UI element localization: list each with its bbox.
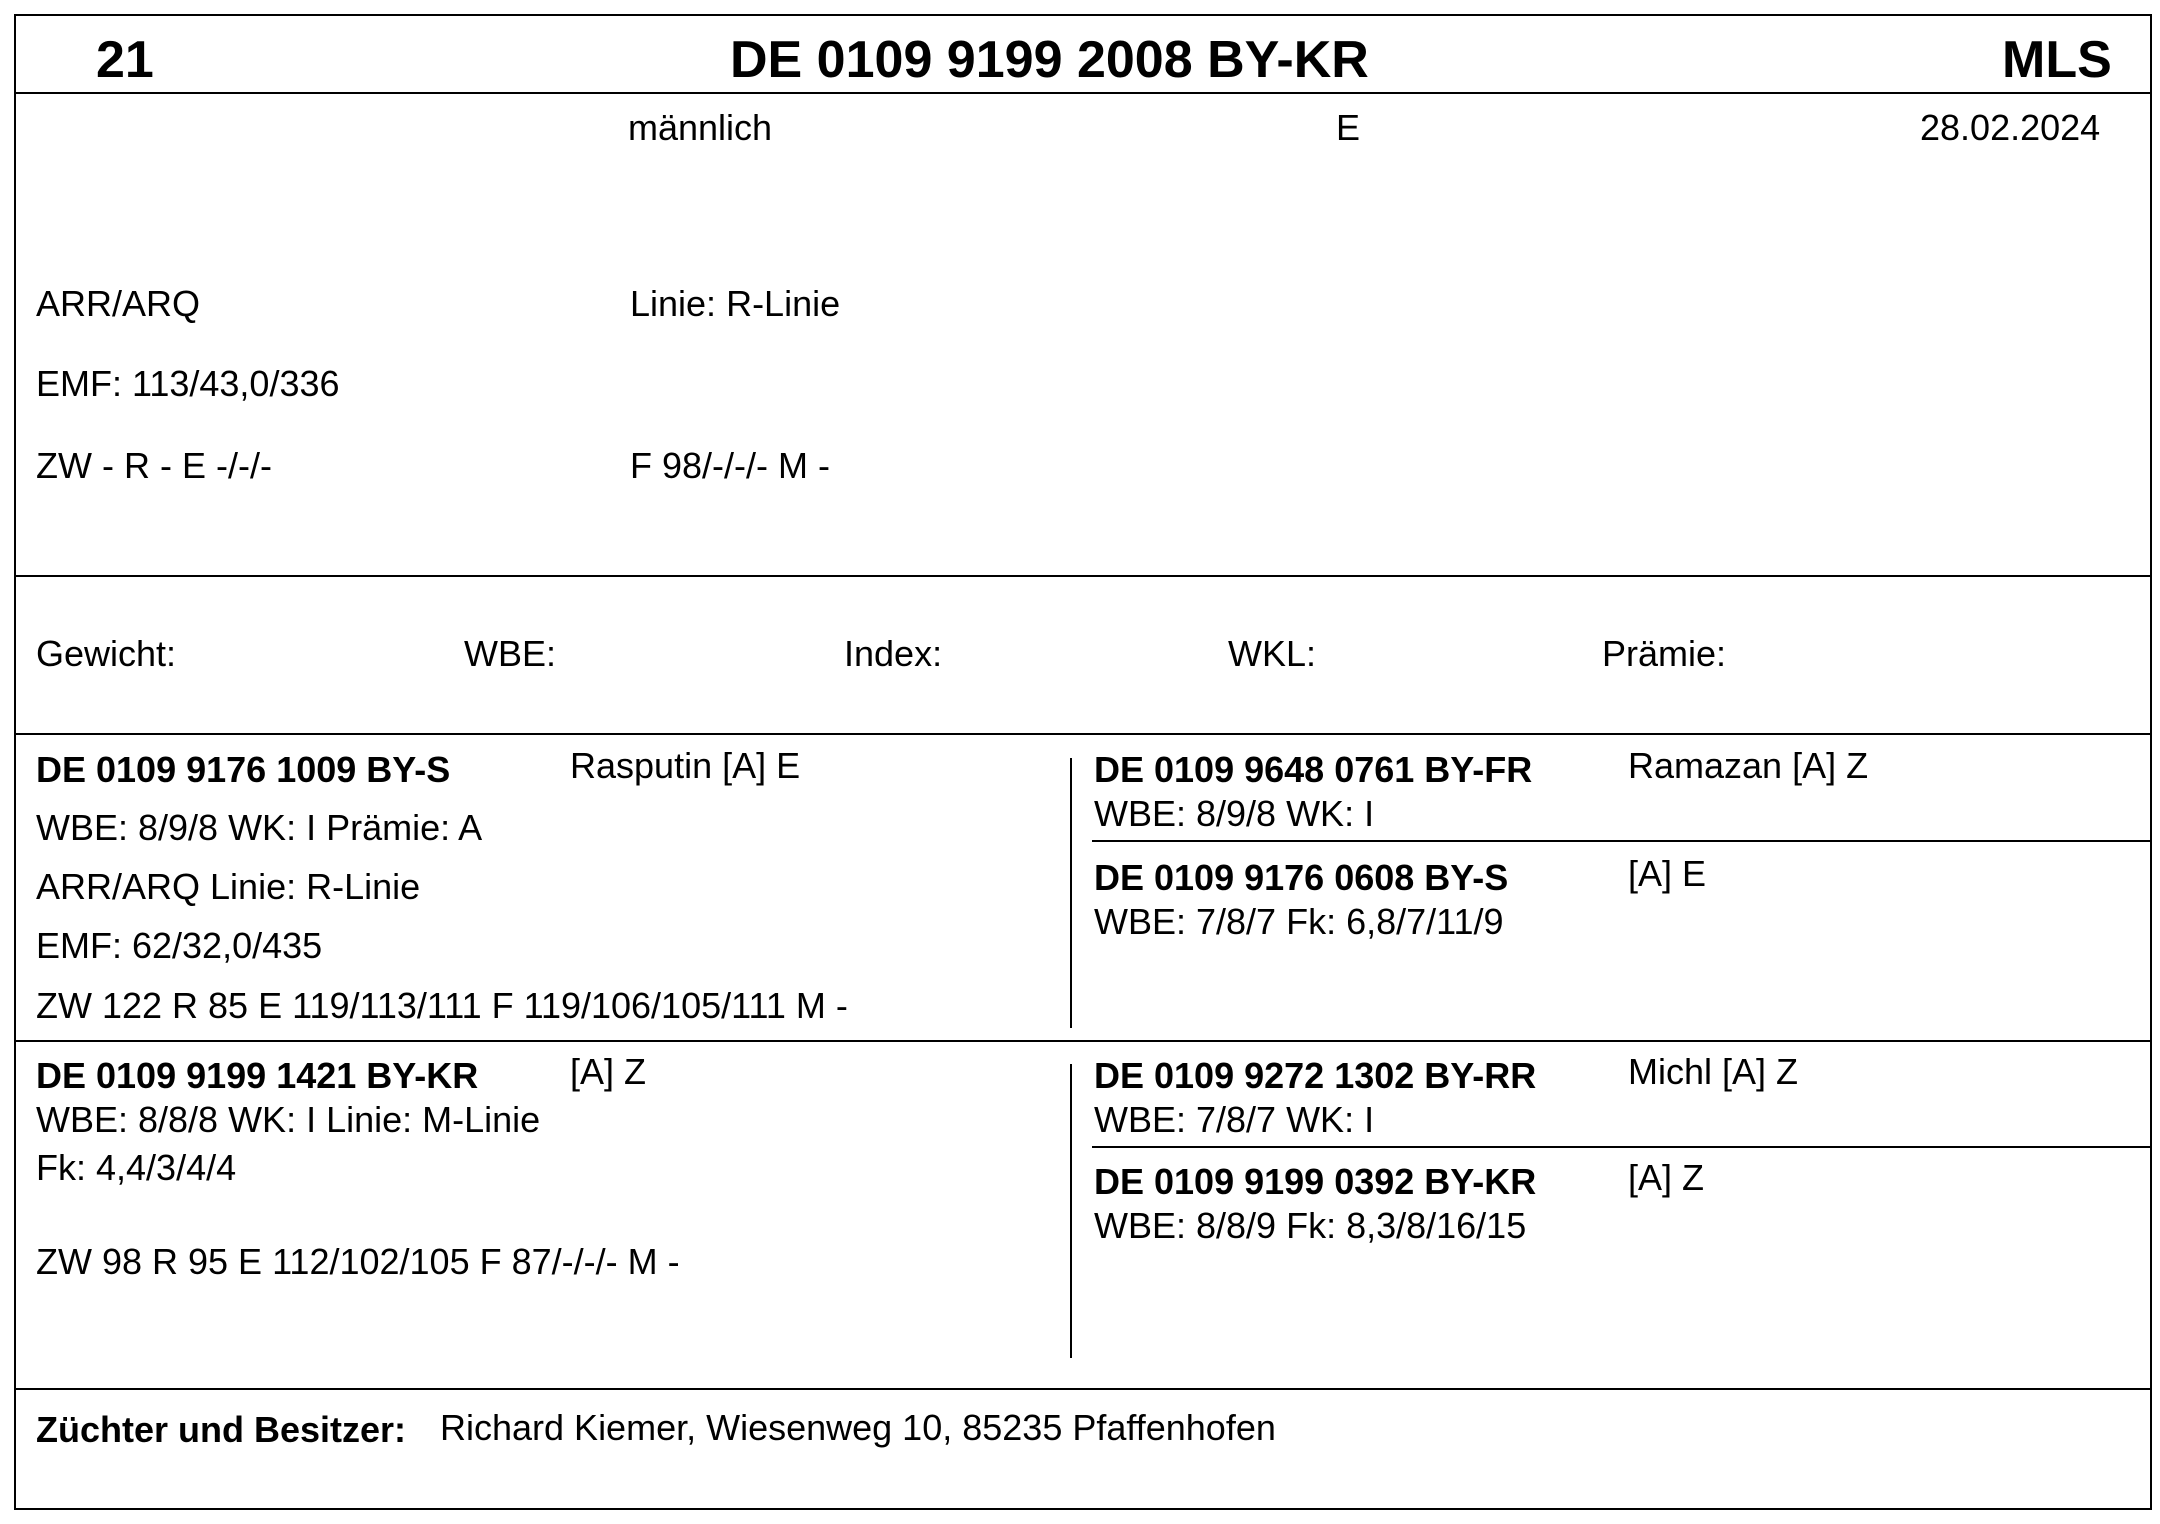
sire-dam-name: [A] E [1628, 853, 1707, 894]
breed-genotype: ARR/ARQ [36, 283, 201, 324]
dam-grandparents-divider [1092, 1146, 2152, 1148]
info-divider [16, 575, 2150, 577]
sex-value: männlich [628, 107, 773, 148]
sire-sire-name: Ramazan [A] Z [1628, 745, 1869, 786]
breeder-value: Richard Kiemer, Wiesenweg 10, 85235 Pfaffenhofen [440, 1407, 1276, 1448]
dam-column-divider [1070, 1064, 1072, 1358]
sire-column-divider [1070, 758, 1072, 1028]
sire-id: DE 0109 9176 1009 BY-S [36, 749, 451, 790]
ring-id-title: DE 0109 9199 2008 BY-KR [730, 31, 1369, 89]
line-value: Linie: R-Linie [630, 283, 841, 324]
sire-grandparents-divider [1092, 840, 2152, 842]
dam-sire-id: DE 0109 9272 1302 BY-RR [1094, 1055, 1537, 1096]
wkl-label: WKL: [1228, 633, 1317, 674]
sire-name: Rasputin [A] E [570, 745, 801, 786]
dam-line-3: ZW 98 R 95 E 112/102/105 F 87/-/-/- M - [36, 1241, 680, 1282]
dam-sire-name: Michl [A] Z [1628, 1051, 1799, 1092]
index-label: Index: [844, 633, 943, 674]
sire-line-2: ARR/ARQ Linie: R-Linie [36, 866, 421, 907]
sire-sire-line-1: WBE: 8/9/8 WK: I [1094, 793, 1375, 834]
dam-id: DE 0109 9199 1421 BY-KR [36, 1055, 479, 1096]
sire-dam-line-1: WBE: 7/8/7 Fk: 6,8/7/11/9 [1094, 901, 1504, 942]
dam-sire-line-1: WBE: 7/8/7 WK: I [1094, 1099, 1375, 1140]
parents-divider [16, 1040, 2150, 1042]
dam-line-2: Fk: 4,4/3/4/4 [36, 1147, 237, 1188]
catalog-number: 21 [96, 31, 154, 89]
dam-dam-id: DE 0109 9199 0392 BY-KR [1094, 1161, 1537, 1202]
emf-value: EMF: 113/43,0/336 [36, 363, 340, 404]
date-value: 28.02.2024 [1920, 107, 2101, 148]
weights-divider [16, 733, 2150, 735]
header-divider [16, 92, 2150, 94]
sire-sire-id: DE 0109 9648 0761 BY-FR [1094, 749, 1533, 790]
f-value: F 98/-/-/- M - [630, 445, 830, 486]
praemie-label: Prämie: [1602, 633, 1727, 674]
sire-dam-id: DE 0109 9176 0608 BY-S [1094, 857, 1509, 898]
dam-dam-line-1: WBE: 8/8/9 Fk: 8,3/8/16/15 [1094, 1205, 1527, 1246]
dam-dam-name: [A] Z [1628, 1157, 1705, 1198]
dam-name: [A] Z [570, 1051, 647, 1092]
zw-value: ZW - R - E -/-/- [36, 445, 272, 486]
breeder-label: Züchter und Besitzer: [36, 1409, 407, 1450]
grade-value: E [1336, 107, 1361, 148]
pedigree-card [14, 14, 2152, 1510]
sire-line-1: WBE: 8/9/8 WK: I Prämie: A [36, 807, 483, 848]
sire-line-4: ZW 122 R 85 E 119/113/111 F 119/106/105/111 M - [36, 985, 848, 1026]
wbe-label: WBE: [464, 633, 557, 674]
gewicht-label: Gewicht: [36, 633, 177, 674]
sire-line-3: EMF: 62/32,0/435 [36, 925, 323, 966]
breed-code: MLS [2002, 31, 2112, 89]
dam-line-1: WBE: 8/8/8 WK: I Linie: M-Linie [36, 1099, 541, 1140]
breeder-divider [16, 1388, 2150, 1390]
